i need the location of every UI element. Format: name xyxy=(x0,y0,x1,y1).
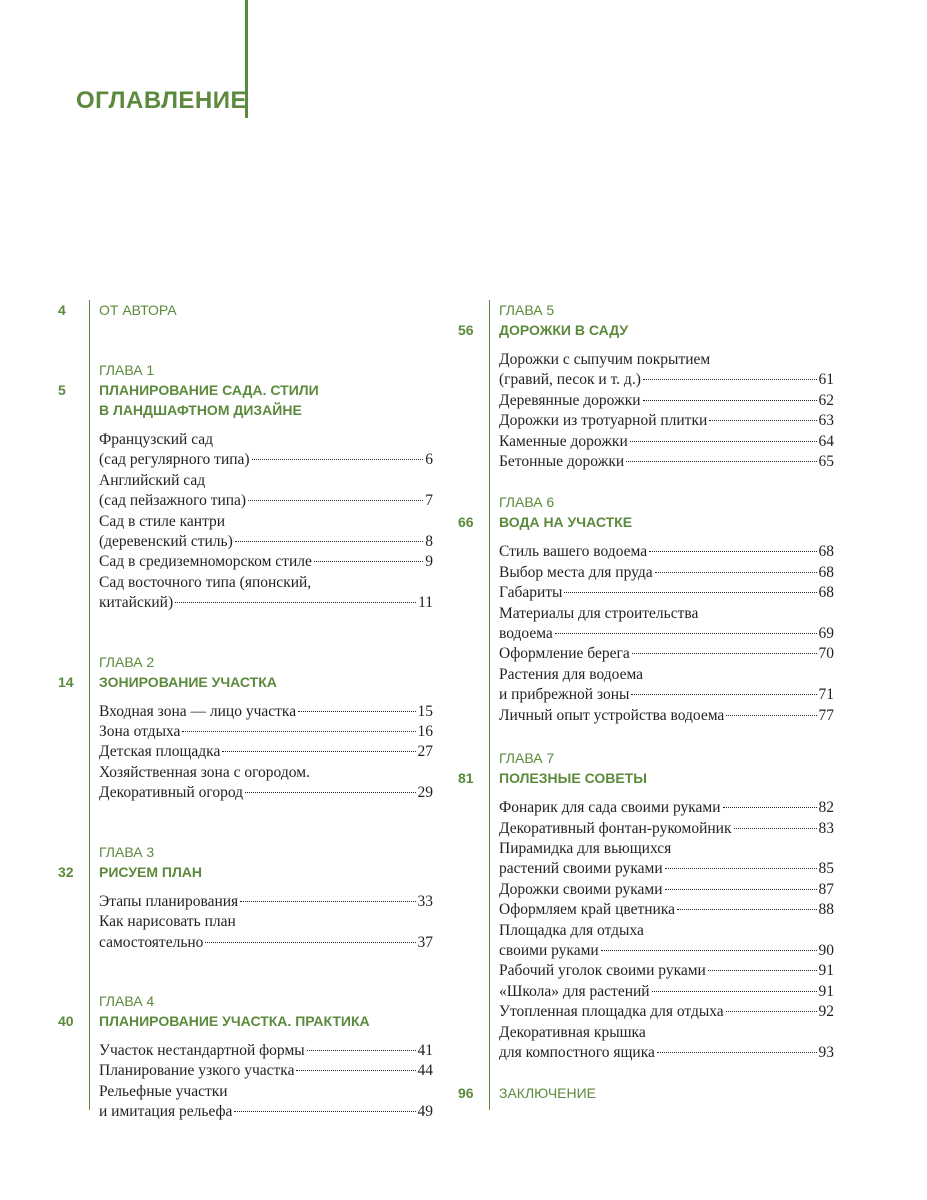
toc-item[interactable] xyxy=(99,573,433,614)
toc-item-row xyxy=(499,961,834,981)
dot-leader xyxy=(632,653,817,654)
toc-item-row xyxy=(99,532,433,552)
toc-item[interactable] xyxy=(499,665,834,706)
toc-item-row xyxy=(99,722,433,742)
dot-leader xyxy=(234,1111,415,1112)
toc-item-line: Сад восточного типа (японский, xyxy=(99,573,312,591)
dot-leader xyxy=(726,715,816,716)
toc-items xyxy=(99,702,433,804)
toc-item-row xyxy=(499,880,834,900)
dot-leader xyxy=(709,420,816,421)
toc-item-row xyxy=(499,685,834,705)
toc-item-row xyxy=(499,370,834,390)
toc-item-line: Площадка для отдыха xyxy=(499,921,644,939)
toc-item-row xyxy=(99,552,433,572)
toc-item-page: 77 xyxy=(818,706,834,724)
toc-item[interactable] xyxy=(499,1023,834,1064)
toc-item-title: Этапы планирования xyxy=(99,892,239,910)
toc-item-page: 37 xyxy=(417,933,433,951)
dot-leader xyxy=(252,459,424,460)
chapter-title[interactable]: ДОРОЖКИ В САДУ xyxy=(499,322,629,338)
dot-leader xyxy=(630,441,817,442)
dot-leader xyxy=(235,541,424,542)
toc-item-row xyxy=(99,491,433,511)
toc-item[interactable] xyxy=(99,892,433,912)
toc-item[interactable] xyxy=(499,563,834,583)
toc-item-row xyxy=(99,892,433,912)
toc-item-title: Выбор места для пруда xyxy=(499,563,653,581)
toc-item-title: и имитация рельефа xyxy=(99,1103,233,1121)
dot-leader xyxy=(296,1070,415,1071)
dot-leader xyxy=(677,909,816,910)
toc-item-page: 68 xyxy=(818,543,834,561)
chapter-entry xyxy=(58,652,433,804)
dot-leader xyxy=(626,461,816,462)
toc-item[interactable] xyxy=(99,1061,433,1081)
toc-item-row xyxy=(499,391,834,411)
chapter-title[interactable]: РИСУЕМ ПЛАН xyxy=(99,863,203,880)
toc-item-title: Личный опыт устройства водоема xyxy=(499,706,725,724)
toc-item-page: 33 xyxy=(417,892,433,910)
page-title: ОГЛАВЛЕНИЕ xyxy=(76,87,248,114)
chapter-entry xyxy=(458,300,834,472)
toc-item-title: Дорожки своими руками xyxy=(499,880,663,898)
toc-item[interactable] xyxy=(99,552,433,572)
toc-item-title: (сад пейзажного типа) xyxy=(99,492,247,510)
toc-items xyxy=(499,350,834,472)
chapter-title[interactable]: В ЛАНДШАФТНОМ ДИЗАЙНЕ xyxy=(99,402,302,418)
toc-items xyxy=(499,798,834,1063)
toc-item-page: 91 xyxy=(818,982,834,1000)
toc-item-title: Каменные дорожки xyxy=(499,432,628,450)
chapter-title[interactable]: ПЛАНИРОВАНИЕ САДА. СТИЛИ xyxy=(99,382,319,398)
entry-content xyxy=(99,652,433,804)
chapter-label: ГЛАВА 7 xyxy=(499,750,555,767)
toc-item-title: для компостного ящика xyxy=(499,1043,655,1061)
section-page-number[interactable]: 96 xyxy=(458,1085,474,1102)
section-page-number[interactable]: 4 xyxy=(58,302,66,318)
toc-item[interactable] xyxy=(99,1082,433,1123)
toc-item-line: Декоративная крышка xyxy=(499,1023,646,1041)
section-page-number[interactable]: 32 xyxy=(58,863,74,880)
section-entry xyxy=(458,1083,834,1103)
toc-item-title: (гравий, песок и т. д.) xyxy=(499,371,641,389)
toc-item-line: Французский сад xyxy=(99,431,214,448)
toc-item-title: Зона отдыха xyxy=(99,723,181,741)
toc-item-page: 29 xyxy=(417,784,433,802)
chapter-label: ГЛАВА 4 xyxy=(99,992,155,1009)
toc-item[interactable] xyxy=(499,982,834,1002)
toc-item-row xyxy=(99,1041,433,1061)
toc-item-title: китайский) xyxy=(99,594,174,612)
toc-item-row xyxy=(499,982,834,1002)
toc-item-title: Детская площадка xyxy=(99,743,221,761)
section-page-number[interactable]: 5 xyxy=(58,382,66,398)
toc-item[interactable] xyxy=(99,512,433,553)
toc-item[interactable] xyxy=(499,644,834,664)
toc-item[interactable] xyxy=(499,839,834,880)
toc-item[interactable] xyxy=(99,702,433,722)
toc-item-title: Бетонные дорожки xyxy=(499,453,625,471)
toc-item-page: 82 xyxy=(818,799,834,817)
chapter-label: ГЛАВА 1 xyxy=(99,362,155,378)
toc-item-page: 8 xyxy=(425,533,433,551)
chapter-entry xyxy=(58,991,433,1123)
dot-leader xyxy=(665,889,817,890)
toc-item-line: Английский сад xyxy=(99,471,206,489)
toc-item-title: Сад в средиземноморском стиле xyxy=(99,553,312,571)
entry-content xyxy=(499,300,834,472)
section-heading[interactable]: ОТ АВТОРА xyxy=(99,302,177,318)
toc-item-title: Оформление берега xyxy=(499,645,630,663)
toc-item-row xyxy=(499,706,834,726)
toc-item-title: Участок нестандартной формы xyxy=(99,1041,305,1059)
toc-item-row xyxy=(99,1061,433,1081)
toc-item-title: Декоративный фонтан-рукомойник xyxy=(499,819,732,837)
dot-leader xyxy=(726,1011,817,1012)
toc-item[interactable] xyxy=(99,1041,433,1061)
dot-leader xyxy=(222,751,415,752)
dot-leader xyxy=(182,731,415,732)
toc-item[interactable] xyxy=(499,961,834,981)
toc-item[interactable] xyxy=(499,706,834,726)
toc-item-row xyxy=(499,798,834,818)
toc-item[interactable] xyxy=(99,471,433,512)
toc-item-row xyxy=(99,593,433,613)
toc-item[interactable] xyxy=(499,432,834,452)
toc-item-row xyxy=(99,783,433,803)
toc-item-title: Утопленная площадка для отдыха xyxy=(499,1003,724,1021)
toc-item-page: 62 xyxy=(818,391,834,409)
toc-item-page: 85 xyxy=(818,860,834,878)
toc-item[interactable] xyxy=(499,391,834,411)
section-page-number[interactable]: 66 xyxy=(458,514,474,531)
chapter-label: ГЛАВА 5 xyxy=(499,302,555,318)
toc-item-line: Пирамидка для вьющихся xyxy=(499,839,672,857)
toc-items xyxy=(99,1041,433,1123)
toc-item-page: 41 xyxy=(417,1041,433,1059)
toc-item[interactable] xyxy=(499,452,834,472)
toc-item[interactable] xyxy=(99,430,433,471)
toc-item-row xyxy=(499,411,834,431)
toc-item-page: 65 xyxy=(818,453,834,471)
dot-leader xyxy=(665,868,817,869)
toc-item-page: 27 xyxy=(417,743,433,761)
toc-item-page: 64 xyxy=(818,432,834,450)
dot-leader xyxy=(205,942,415,943)
toc-item-row xyxy=(499,452,834,472)
chapter-entry xyxy=(458,748,834,1063)
toc-item-title: Стиль вашего водоема xyxy=(499,543,648,561)
toc-item[interactable] xyxy=(99,912,433,953)
section-heading[interactable]: ЗАКЛЮЧЕНИЕ xyxy=(499,1085,596,1102)
section-entry xyxy=(58,300,433,320)
toc-item-page: 92 xyxy=(818,1003,834,1021)
toc-item-line: Как нарисовать план xyxy=(99,913,236,931)
toc-item-page: 88 xyxy=(818,901,834,919)
toc-item-title: Оформляем край цветника xyxy=(499,901,676,919)
toc-item-page: 68 xyxy=(818,584,834,602)
chapter-entry xyxy=(58,842,433,953)
toc-item-row xyxy=(499,859,834,879)
toc-item-line: Рельефные участки xyxy=(99,1082,228,1100)
section-page-number[interactable]: 81 xyxy=(458,770,474,787)
toc-item-title: «Школа» для растений xyxy=(499,982,650,1000)
toc-item-title: и прибрежной зоны xyxy=(499,686,630,704)
toc-item-page: 83 xyxy=(818,819,834,837)
dot-leader xyxy=(643,379,817,380)
toc-item-page: 9 xyxy=(425,553,433,571)
toc-item-title: самостоятельно xyxy=(99,933,204,951)
chapter-entry xyxy=(458,492,834,726)
toc-item-line: Материалы для строительства xyxy=(499,604,699,622)
dot-leader xyxy=(734,828,817,829)
toc-items xyxy=(99,892,433,953)
toc-item-row xyxy=(499,583,834,603)
toc-item[interactable] xyxy=(99,722,433,742)
toc-item-line: Хозяйственная зона с огородом. xyxy=(99,763,310,781)
toc-item-row xyxy=(499,941,834,961)
toc-item[interactable] xyxy=(499,411,834,431)
toc-item-title: Деревянные дорожки xyxy=(499,391,641,409)
toc-item-line: Дорожки с сыпучим покрытием xyxy=(499,351,711,368)
toc-item-row xyxy=(499,542,834,562)
toc-item-row xyxy=(499,432,834,452)
toc-item-page: 71 xyxy=(818,686,834,704)
toc-item[interactable] xyxy=(499,1002,834,1022)
section-page-number[interactable]: 56 xyxy=(458,322,474,338)
dot-leader xyxy=(708,970,817,971)
toc-item-title: (деревенский стиль) xyxy=(99,533,233,551)
dot-leader xyxy=(643,400,817,401)
dot-leader xyxy=(564,592,816,593)
chapter-title[interactable]: ПОЛЕЗНЫЕ СОВЕТЫ xyxy=(499,770,647,787)
dot-leader xyxy=(631,694,816,695)
dot-leader xyxy=(652,991,817,992)
toc-item-line: Сад в стиле кантри xyxy=(99,512,226,530)
dot-leader xyxy=(245,792,415,793)
toc-item-title: растений своими руками xyxy=(499,860,663,878)
toc-item-page: 87 xyxy=(818,880,834,898)
dot-leader xyxy=(555,633,817,634)
toc-left-column xyxy=(58,300,433,1123)
toc-item-title: Входная зона — лицо участка xyxy=(99,702,297,720)
dot-leader xyxy=(298,711,415,712)
toc-item[interactable] xyxy=(499,583,834,603)
toc-item-page: 49 xyxy=(417,1103,433,1121)
toc-item-row xyxy=(499,624,834,644)
toc-item-row xyxy=(499,900,834,920)
toc-item[interactable] xyxy=(499,542,834,562)
toc-item-row xyxy=(499,1043,834,1063)
toc-item-page: 90 xyxy=(818,941,834,959)
toc-item-row xyxy=(499,1002,834,1022)
toc-item-row xyxy=(99,742,433,762)
dot-leader xyxy=(248,500,423,501)
dot-leader xyxy=(601,950,817,951)
toc-item[interactable] xyxy=(499,350,834,391)
toc-item-page: 91 xyxy=(818,962,834,980)
entry-content xyxy=(499,748,834,1063)
toc-item-title: Планирование узкого участка xyxy=(99,1062,295,1080)
toc-item[interactable] xyxy=(499,921,834,962)
toc-item-page: 68 xyxy=(818,563,834,581)
toc-item-title: Габариты xyxy=(499,584,563,602)
chapter-title[interactable]: ЗОНИРОВАНИЕ УЧАСТКА xyxy=(99,673,277,690)
toc-item-page: 61 xyxy=(818,371,834,389)
toc-item[interactable] xyxy=(99,742,433,762)
toc-item-title: Рабочий уголок своими руками xyxy=(499,962,706,980)
chapter-label: ГЛАВА 6 xyxy=(499,494,555,511)
dot-leader xyxy=(240,901,415,902)
toc-item-page: 63 xyxy=(818,412,834,430)
dot-leader xyxy=(723,807,817,808)
toc-item-page: 93 xyxy=(818,1043,834,1061)
toc-item-row xyxy=(499,819,834,839)
toc-item[interactable] xyxy=(499,900,834,920)
dot-leader xyxy=(307,1050,416,1051)
chapter-title[interactable]: ВОДА НА УЧАСТКЕ xyxy=(499,514,633,531)
entry-content xyxy=(99,991,433,1123)
toc-items xyxy=(99,430,433,614)
section-page-number[interactable]: 40 xyxy=(58,1012,74,1029)
entry-content xyxy=(499,492,834,726)
entry-content xyxy=(499,1083,834,1103)
chapter-label: ГЛАВА 3 xyxy=(99,843,155,860)
toc-items xyxy=(499,542,834,726)
toc-item-page: 16 xyxy=(417,723,433,741)
toc-item-page: 69 xyxy=(818,625,834,643)
chapter-entry xyxy=(58,360,433,614)
entry-content xyxy=(99,360,433,614)
toc-item-title: своими руками xyxy=(499,941,599,959)
toc-right-column xyxy=(458,300,834,1103)
toc-item-title: водоема xyxy=(499,625,553,643)
toc-item-title: Фонарик для сада своими руками xyxy=(499,799,721,817)
toc-item-page: 7 xyxy=(425,492,433,510)
toc-item-row xyxy=(99,702,433,722)
toc-item-title: (сад регулярного типа) xyxy=(99,451,250,469)
toc-item[interactable] xyxy=(499,880,834,900)
dot-leader xyxy=(314,561,423,562)
dot-leader xyxy=(657,1052,817,1053)
toc-item[interactable] xyxy=(499,819,834,839)
dot-leader xyxy=(175,602,416,603)
toc-item[interactable] xyxy=(99,763,433,804)
toc-item-row xyxy=(99,450,433,470)
toc-item-page: 11 xyxy=(418,594,433,612)
toc-item-page: 44 xyxy=(417,1062,433,1080)
dot-leader xyxy=(649,551,816,552)
section-page-number[interactable]: 14 xyxy=(58,673,74,690)
toc-item-row xyxy=(499,563,834,583)
toc-item[interactable] xyxy=(499,604,834,645)
toc-item-row xyxy=(99,1102,433,1122)
toc-item[interactable] xyxy=(499,798,834,818)
toc-item-page: 15 xyxy=(417,702,433,720)
toc-item-title: Декоративный огород xyxy=(99,784,244,802)
toc-item-page: 6 xyxy=(425,451,433,469)
entry-content xyxy=(99,300,433,320)
chapter-label: ГЛАВА 2 xyxy=(99,653,155,670)
entry-content xyxy=(99,842,433,953)
chapter-title[interactable]: ПЛАНИРОВАНИЕ УЧАСТКА. ПРАКТИКА xyxy=(99,1012,370,1029)
dot-leader xyxy=(655,572,817,573)
toc-item-page: 70 xyxy=(818,645,834,663)
toc-item-title: Дорожки из тротуарной плитки xyxy=(499,412,708,430)
toc-item-row xyxy=(99,933,433,953)
toc-item-row xyxy=(499,644,834,664)
toc-item-line: Растения для водоема xyxy=(499,665,644,683)
